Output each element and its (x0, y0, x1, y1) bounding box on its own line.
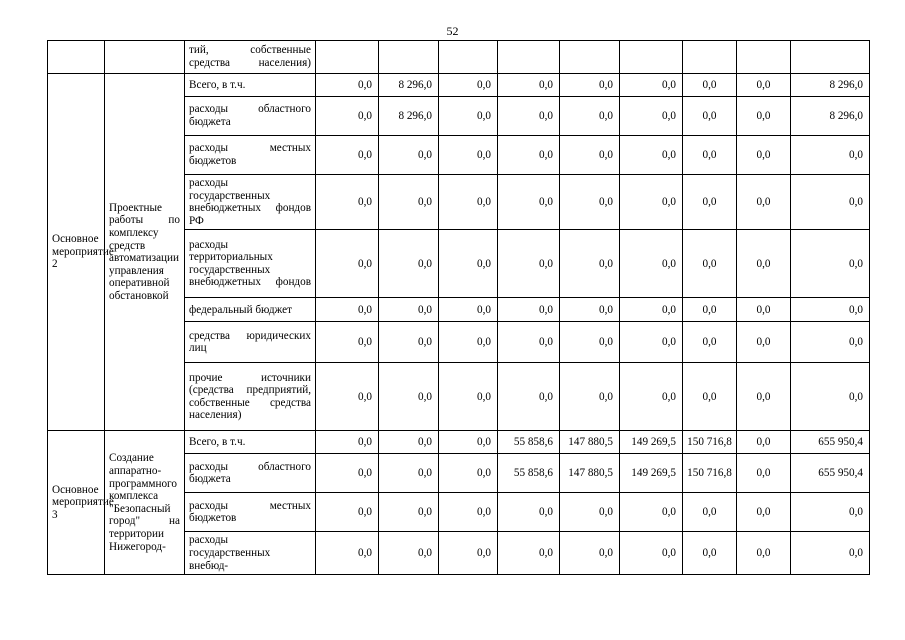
value-cell: 0,0 (620, 532, 683, 575)
value-cell: 0,0 (737, 298, 791, 322)
value-cell: 150 716,8 (683, 431, 737, 454)
value-cell: 0,0 (379, 431, 439, 454)
event-name-cell: Создание аппаратно-программного комплекса "Безопасный город" на территории Нижегород- (105, 431, 185, 575)
value-cell (316, 41, 379, 74)
value-cell: 0,0 (439, 175, 498, 230)
funding-source-cell: средства юридических лиц (185, 322, 316, 363)
value-cell: 0,0 (737, 431, 791, 454)
value-cell: 0,0 (737, 136, 791, 175)
value-cell: 0,0 (316, 230, 379, 298)
value-cell: 0,0 (683, 363, 737, 431)
value-cell: 0,0 (316, 175, 379, 230)
event-name-cell (105, 41, 185, 74)
value-cell: 0,0 (498, 136, 560, 175)
value-cell: 147 880,5 (560, 431, 620, 454)
total-cell: 8 296,0 (791, 97, 870, 136)
value-cell: 0,0 (498, 74, 560, 97)
value-cell: 0,0 (560, 493, 620, 532)
value-cell: 0,0 (379, 298, 439, 322)
value-cell: 0,0 (498, 322, 560, 363)
value-cell (560, 41, 620, 74)
value-cell: 0,0 (737, 363, 791, 431)
value-cell: 0,0 (439, 230, 498, 298)
total-cell: 655 950,4 (791, 431, 870, 454)
value-cell: 0,0 (620, 175, 683, 230)
value-cell: 0,0 (737, 97, 791, 136)
value-cell: 8 296,0 (379, 74, 439, 97)
total-cell: 0,0 (791, 363, 870, 431)
value-cell: 0,0 (316, 431, 379, 454)
funding-source-cell: Всего, в т.ч. (185, 74, 316, 97)
value-cell: 0,0 (560, 298, 620, 322)
value-cell: 0,0 (683, 298, 737, 322)
total-cell: 0,0 (791, 322, 870, 363)
value-cell: 0,0 (620, 298, 683, 322)
budget-table (47, 40, 870, 575)
value-cell: 0,0 (316, 74, 379, 97)
value-cell: 0,0 (560, 175, 620, 230)
event-code-cell: Основное мероприятие 3 (48, 431, 105, 575)
value-cell: 0,0 (379, 230, 439, 298)
value-cell: 0,0 (439, 363, 498, 431)
total-cell: 0,0 (791, 532, 870, 575)
total-cell: 0,0 (791, 136, 870, 175)
value-cell: 0,0 (498, 493, 560, 532)
value-cell: 0,0 (316, 322, 379, 363)
value-cell: 0,0 (560, 74, 620, 97)
value-cell: 0,0 (683, 97, 737, 136)
funding-source-cell: Всего, в т.ч. (185, 431, 316, 454)
value-cell: 8 296,0 (379, 97, 439, 136)
event-code-cell: Основное мероприятие 2 (48, 74, 105, 431)
value-cell: 0,0 (498, 175, 560, 230)
value-cell (379, 41, 439, 74)
value-cell: 0,0 (620, 136, 683, 175)
funding-source-cell: расходы местных бюджетов (185, 493, 316, 532)
funding-source-cell: расходы государственных внебюджетных фондов РФ (185, 175, 316, 230)
total-cell: 8 296,0 (791, 74, 870, 97)
value-cell: 0,0 (683, 532, 737, 575)
value-cell: 0,0 (737, 230, 791, 298)
value-cell: 0,0 (316, 493, 379, 532)
value-cell: 0,0 (560, 532, 620, 575)
value-cell: 0,0 (737, 493, 791, 532)
total-cell: 0,0 (791, 493, 870, 532)
value-cell: 147 880,5 (560, 454, 620, 493)
value-cell (498, 41, 560, 74)
value-cell (620, 41, 683, 74)
value-cell: 0,0 (439, 74, 498, 97)
value-cell: 0,0 (316, 363, 379, 431)
event-code-cell (48, 41, 105, 74)
value-cell: 0,0 (737, 175, 791, 230)
total-cell: 0,0 (791, 298, 870, 322)
page-number: 52 (446, 24, 459, 38)
value-cell: 0,0 (560, 363, 620, 431)
value-cell: 0,0 (620, 363, 683, 431)
value-cell: 0,0 (620, 74, 683, 97)
value-cell: 0,0 (683, 136, 737, 175)
value-cell: 0,0 (439, 532, 498, 575)
value-cell: 0,0 (737, 74, 791, 97)
value-cell: 0,0 (439, 136, 498, 175)
value-cell: 0,0 (737, 322, 791, 363)
total-cell: 655 950,4 (791, 454, 870, 493)
value-cell: 0,0 (737, 454, 791, 493)
value-cell: 0,0 (498, 298, 560, 322)
value-cell: 0,0 (498, 363, 560, 431)
value-cell: 0,0 (439, 322, 498, 363)
value-cell: 0,0 (379, 363, 439, 431)
value-cell: 0,0 (379, 532, 439, 575)
value-cell: 0,0 (439, 298, 498, 322)
funding-source-cell: расходы территориальных государственных внебюджетных фондов (185, 230, 316, 298)
value-cell: 0,0 (683, 322, 737, 363)
value-cell (791, 41, 870, 74)
value-cell: 0,0 (683, 175, 737, 230)
value-cell: 0,0 (316, 298, 379, 322)
value-cell: 149 269,5 (620, 454, 683, 493)
funding-source-cell: расходы областного бюджета (185, 454, 316, 493)
value-cell: 0,0 (620, 230, 683, 298)
value-cell: 0,0 (683, 230, 737, 298)
value-cell: 0,0 (316, 136, 379, 175)
value-cell: 0,0 (439, 97, 498, 136)
value-cell: 0,0 (379, 322, 439, 363)
value-cell: 0,0 (560, 136, 620, 175)
funding-source-cell: федеральный бюджет (185, 298, 316, 322)
value-cell: 0,0 (316, 532, 379, 575)
event-name-cell: Проектные работы по комплексу средств автоматизации управления оперативной обстановкой (105, 74, 185, 431)
value-cell: 0,0 (498, 97, 560, 136)
value-cell: 0,0 (620, 97, 683, 136)
value-cell: 0,0 (379, 136, 439, 175)
funding-source-cell: прочие источники (средства предприятий, собственные средства населения) (185, 363, 316, 431)
total-cell: 0,0 (791, 175, 870, 230)
value-cell: 0,0 (379, 454, 439, 493)
value-cell: 0,0 (560, 322, 620, 363)
value-cell: 0,0 (439, 454, 498, 493)
value-cell: 0,0 (439, 431, 498, 454)
table-row (48, 74, 870, 97)
value-cell: 0,0 (316, 97, 379, 136)
value-cell: 0,0 (379, 493, 439, 532)
funding-source-cell: расходы областного бюджета (185, 97, 316, 136)
value-cell (439, 41, 498, 74)
value-cell (683, 41, 737, 74)
value-cell: 149 269,5 (620, 431, 683, 454)
funding-source-cell: тий, собственные средства населения) (185, 41, 316, 74)
value-cell: 0,0 (439, 493, 498, 532)
value-cell: 55 858,6 (498, 431, 560, 454)
value-cell: 0,0 (620, 322, 683, 363)
table-row (48, 431, 870, 454)
funding-source-cell: расходы местных бюджетов (185, 136, 316, 175)
value-cell: 0,0 (379, 175, 439, 230)
value-cell: 0,0 (560, 97, 620, 136)
value-cell: 150 716,8 (683, 454, 737, 493)
value-cell: 0,0 (683, 74, 737, 97)
value-cell: 0,0 (498, 230, 560, 298)
value-cell: 0,0 (620, 493, 683, 532)
total-cell: 0,0 (791, 230, 870, 298)
value-cell: 55 858,6 (498, 454, 560, 493)
value-cell (737, 41, 791, 74)
funding-source-cell: расходы государственных внебюд- (185, 532, 316, 575)
value-cell: 0,0 (316, 454, 379, 493)
value-cell: 0,0 (560, 230, 620, 298)
value-cell: 0,0 (498, 532, 560, 575)
value-cell: 0,0 (737, 532, 791, 575)
table-row (48, 41, 870, 74)
value-cell: 0,0 (683, 493, 737, 532)
